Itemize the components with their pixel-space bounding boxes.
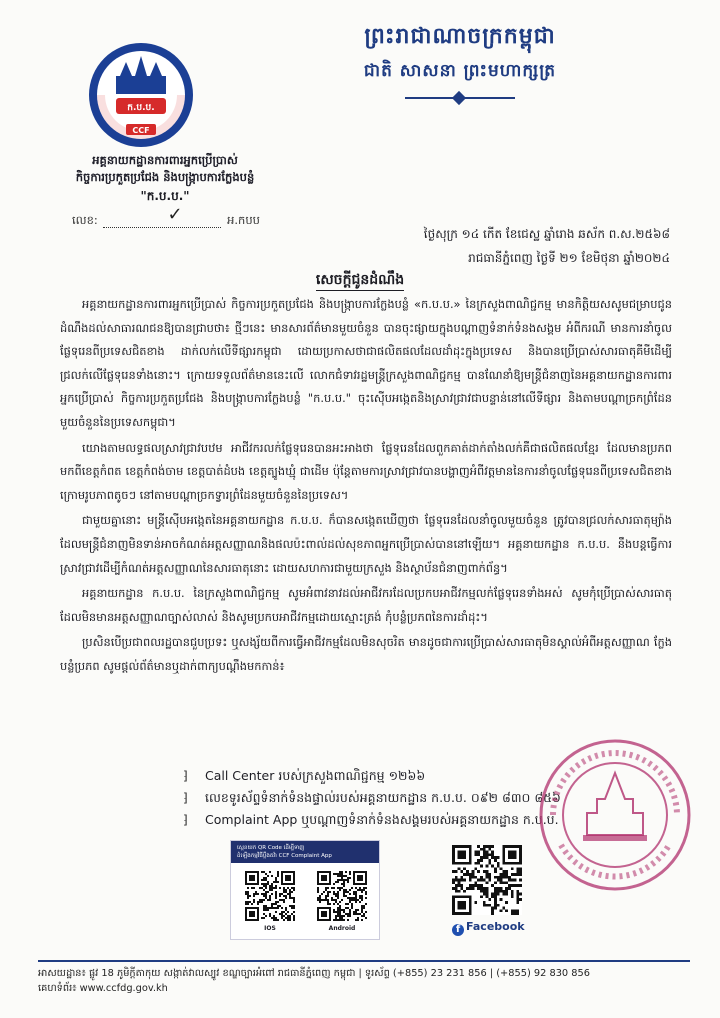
footer-website[interactable]: គេហទំព័រ៖ www.ccfdg.gov.kh [38, 983, 168, 994]
agency-name-block [50, 152, 280, 206]
app-banner-line-2: ដំឡើងកម្មវិធីប្តឹងតវ៉ា CCF Complaint App [237, 853, 332, 859]
document-title-text: សេចក្តីជូនដំណឹង [316, 272, 404, 291]
android-label: Android [328, 925, 356, 932]
ios-label: IOS [264, 925, 276, 932]
facebook-link[interactable] [452, 920, 525, 936]
footer-divider [38, 960, 690, 962]
paragraph-5: ប្រសិនបើប្រជាពលរដ្ឋបានជួបប្រទះ ឬសង្ស័យពីការធ្វើអាជីវកម្មដែលមិនសុចរិត មានដូចជាការប្រើប្រាស់សារធាតុមិនស្គាល់អំពីអត្តសញ្ញាណ ក្លែងបន្លំប្រភព សូមផ្តល់ព័ត៌មានឬដាក់ពាក្យបណ្តឹងមកកាន់៖ [60, 635, 672, 673]
complaint-app-card [230, 840, 380, 940]
agency-line-2: កិច្ចការប្រកួតប្រជែង និងបង្ក្រាបការក្លែងបន្លំ [75, 170, 255, 184]
contact-item [183, 809, 561, 831]
bullet-icon: ⁆ [183, 812, 188, 827]
ios-qr-code[interactable] [245, 871, 295, 921]
contact-phone: លេខទូរស័ព្ទទំនាក់ទំនងផ្ទាល់របស់អគ្គនាយកដ្ឋាន ក.ប.ប. ០៩២ ៨៣០ ៨៥៦ [205, 790, 561, 805]
paragraph-1: អគ្គនាយកដ្ឋានការពារអ្នកប្រើប្រាស់ កិច្ចការប្រកួតប្រជែង និងបង្ក្រាបការក្លែងបន្លំ «ក.ប.ប.» នៃក្រសួងពាណិជ្ជកម្ម មានកិត្តិយសសូមជម្រាបជូនដំណឹងដល់សាធារណជនឱ្យបានជ្រាបថា៖ ថ្មីៗនេះ មានសារព័ត៌មានមួយចំនួន បានចុះផ្សាយក្នុងបណ្តាញទំនាក់ទំនងសង្គម អំពីករណី មានការនាំចូលផ្លែទុរេនពីប្រទេសជិតខាង ដាក់លក់លើទីផ្សារកម្ពុជា ដោយប្រកាសថាជាផលិតផលដែលដាំដុះក្នុងប្រទេស និងបានប្រើប្រាស់សារធាតុគីមីដើម្បីជ្រលក់លើផ្លែទុរេនទាំងនោះ។ ក្រោយទទួលព័ត៌មាននេះលើ លោកជំទាវរដ្ឋមន្ត្រីក្រសួងពាណិជ្ជកម្ម បានណែនាំឱ្យមន្ត្រីជំនាញនៃអគ្គនាយកដ្ឋានការពារអ្នកប្រើប្រាស់ កិច្ចការប្រកួតប្រជែង និងបង្ក្រាបការក្លែងបន្លំ "ក.ប.ប." ចុះស៊ើបអង្កេតនិងស្រាវជ្រាវជាបន្ទាន់នៅលើទីផ្សារ និងតាមបណ្តាច្រកព្រំដែនមួយចំនួននៃប្រទេសកម្ពុជា។ [60, 297, 672, 429]
reference-blank [103, 204, 221, 228]
footer-address: អាសយដ្ឋាន៖ ផ្លូវ 18 ភូមិក្តីតាកុយ សង្កាត់វាលស្បូវ ខណ្ឌច្បារអំពៅ រាជធានីភ្នំពេញ កម្ពុជា | ទូរស័ព្ទ (+855) 23 231 856 | (+855) 92 830 856 [38, 968, 590, 979]
contact-call-center: Call Center របស់ក្រសួងពាណិជ្ជកម្ម ១២៦៦ [205, 768, 426, 783]
contact-item [183, 765, 561, 787]
contact-item [183, 787, 561, 809]
bullet-icon: ⁆ [183, 790, 188, 805]
android-qr-code[interactable] [317, 871, 367, 921]
footer [38, 966, 698, 996]
document-title [0, 270, 720, 291]
app-banner [231, 841, 379, 863]
royal-header [245, 22, 675, 103]
reference-suffix: អ.កបប [227, 213, 260, 227]
date-block [320, 222, 670, 270]
checkmark-icon: ✓ [167, 204, 183, 225]
agency-line-1: អគ្គនាយកដ្ឋានការពារអ្នកប្រើប្រាស់ [92, 153, 238, 167]
contact-app: Complaint App ឬបណ្តាញទំនាក់ទំនងសង្គមរបស់អគ្គនាយកដ្ឋាន ក.ប.ប. [205, 812, 559, 827]
contact-list [183, 765, 561, 831]
solar-date: រាជធានីភ្នំពេញ ថ្ងៃទី ២១ ខែមិថុនា ឆ្នាំ២០២៤ [468, 251, 670, 265]
facebook-label: Facebook [466, 920, 525, 933]
paragraph-3: ជាមួយគ្នានោះ មន្ត្រីស៊ើបអង្កេតនៃអគ្គនាយកដ្ឋាន ក.ប.ប. ក៏បានសង្កេតឃើញថា ផ្លែទុរេនដែលនាំចូលមួយចំនួន ត្រូវបានជ្រលក់សារធាតុម្យ៉ាង ដែលមន្ត្រីជំនាញមិនទាន់អាចកំណត់អត្តសញ្ញាណនិងផលប៉ះពាល់ដល់សុខភាពអ្នកប្រើប្រាស់បាននៅឡើយ។ អគ្គនាយកដ្ឋាន ក.ប.ប. នឹងបន្តធ្វើការស្រាវជ្រាវដើម្បីកំណត់អត្តសញ្ញាណនៃសារធាតុនោះ ដោយសហការជាមួយក្រសួង និងស្ថាប័នជំនាញពាក់ព័ន្ធ។ [60, 513, 672, 575]
agency-abbreviation: "ក.ប.ប." [140, 189, 190, 203]
official-stamp [535, 735, 695, 895]
svg-text:ក.ប.ប.: ក.ប.ប. [127, 103, 155, 113]
bullet-icon: ⁆ [183, 768, 188, 783]
reference-label: លេខ: [72, 213, 98, 227]
app-banner-line-1: ស្កេនយក QR Code ដើម្បីទាញ [237, 845, 305, 851]
motto-ornament [405, 93, 515, 103]
kingdom-title: ព្រះរាជាណាចក្រកម្ពុជា [364, 23, 556, 49]
reference-number [72, 204, 260, 230]
facebook-icon: f [452, 924, 464, 936]
facebook-qr-code[interactable] [452, 845, 522, 915]
ccf-logo [86, 40, 196, 150]
paragraph-4: អគ្គនាយកដ្ឋាន ក.ប.ប. នៃក្រសួងពាណិជ្ជកម្ម សូមអំពាវនាវដល់អាជីវករដែលប្រកបអាជីវកម្មលក់ផ្លែទុរេនទាំងអស់ សូមកុំប្រើប្រាស់សារធាតុដែលមិនមានអត្តសញ្ញាណច្បាស់លាស់ និងសូមប្រកបអាជីវកម្មដោយស្មោះត្រង់ កុំបន្លំប្រភពនៃការដាំដុះ។ [60, 586, 672, 624]
paragraph-2: យោងតាមលទ្ធផលស្រាវជ្រាវបឋម អាជីវករលក់ផ្លែទុរេនបានអះអាងថា ផ្លែទុរេនដែលពួកគាត់ដាក់តាំងលក់គឺជាផលិតផលខ្មែរ ដែលមានប្រភពមកពីខេត្តកំពត ខេត្តកំពង់ចាម ខេត្តបាត់ដំបង ខេត្តត្បូងឃ្មុំ ជាដើម ប៉ុន្តែតាមការស្រាវជ្រាវបានបង្ហាញអំពីវត្តមាននៃការនាំចូលផ្លែទុរេនពីប្រទេសជិតខាងក្រោមរូបភាពតូចៗ នៅតាមបណ្តាច្រកទ្វារព្រំដែនមួយចំនួននៃប្រទេស។ [60, 440, 672, 502]
lunar-date: ថ្ងៃសុក្រ ១៤ កើត ខែជេស្ឋ ឆ្នាំរោង ឆស័ក ព.ស.២៥៦៨ [423, 227, 670, 241]
svg-text:CCF: CCF [132, 126, 150, 135]
document-body [60, 293, 672, 681]
national-motto: ជាតិ សាសនា ព្រះមហាក្សត្រ [363, 61, 557, 81]
